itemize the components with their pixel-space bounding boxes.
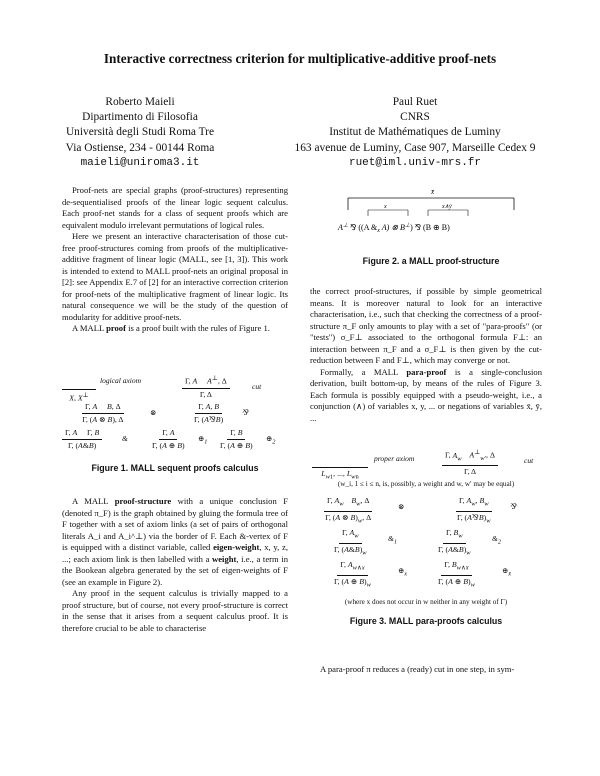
author-dept: Dipartimento di Filosofia (82, 111, 198, 124)
left-column-intro (62, 185, 288, 335)
figure-3-note-2: (where x does not occur in w neither in any weight of Γ) (344, 598, 508, 606)
paragraph: A MALL proof-structure with a unique conclusion F (denoted π_F) is the graph obtained by gluing the formula tree of F together with a set of axiom links (a set of pairs of orthogonal literals A_i and A_i^⊥) via the border of F. Each &-vertex of F is equipped with a distinct variable, called eigen-weight, x, y, z, ...; each axiom link is then labelled with a weight, i.e., a term in the Bookean algebra generated by the set of eigen-weights of F (see an example in Figure 2). (62, 496, 289, 587)
svg-text:x̄: x̄ (431, 188, 435, 196)
paragraph: Proof-nets are special graphs (proof-structures) representing de-sequentialised proofs of the linear logic sequent calculus. Each proof-net stands for a class of sequent proofs which are equivalent modulo irrelevant permutations of logical rules. (62, 185, 288, 230)
tensor-label: ⊗ (150, 408, 157, 417)
pp-tensor-label: ⊗ (398, 502, 405, 511)
author-name: Paul Ruet (392, 96, 438, 108)
author-email[interactable]: ruet@iml.univ-mrs.fr (348, 156, 482, 169)
pp-plus2-label: $\oplus_{x̄}$ (502, 566, 512, 578)
author-institution: Università degli Studi Roma Tre (65, 126, 215, 139)
paragraph: Here we present an interactive characterisation of those cut-free proof-structures coming from proofs of the multiplicative-additive fragment of linear logic (MALL, see [1, 3]). This work is intended to extend to MALL proof-nets an original proposal in [2]: see Appendix E.7 of [2] for an interactive correction criterion for proof-nets of the multiplicative fragment of linear logic. Its natural consequence we will be the study of the question of modularity for additive proof-nets. (62, 231, 288, 322)
figure-2-caption: Figure 2. a MALL proof-structure (362, 256, 500, 266)
author-block-1 (40, 95, 240, 171)
rule-tensor: $\frac{\text{Γ, A B, Δ}}{\Gamma, (A \otimes B), \Delta}$ (82, 402, 124, 424)
par-label: ⅋ (242, 408, 249, 417)
rule-cut: $\frac{\Gamma, A A^\perp, \Delta}{\Gamma, \Delta}$ (182, 374, 230, 400)
figure-1-rules (62, 375, 288, 454)
figure-3-caption: Figure 3. MALL para-proofs calculus (349, 616, 503, 626)
cut-label: cut (252, 382, 262, 391)
pp-cut-label: cut (524, 456, 534, 465)
rule-pp-with1: $\frac{\Gamma, A_w}{\Gamma, (A\&B)_w}$ (334, 528, 367, 557)
paragraph: A MALL proof is a proof built with the rules of Figure 1. (72, 323, 270, 333)
right-column-body (310, 286, 542, 424)
rule-pp-with2: $\frac{\Gamma, B_w}{\Gamma, (A\&B)_w}$ (438, 528, 471, 557)
paper-title: Interactive correctness criterion for multiplicative-additive proof-nets (103, 51, 497, 66)
svg-text:x: x (384, 204, 387, 210)
proper-axiom-label: proper axiom (374, 454, 415, 463)
rule-pp-tensor: $\frac{\Gamma, A_w B_w, \Delta}{\Gamma, (A \otimes B)_w, \Delta}$ (325, 496, 372, 525)
pp-plus1-label: $\oplus_x$ (398, 566, 408, 578)
rule-plus1: $\frac{\Gamma, A}{\Gamma, (A \oplus B)}$ (152, 428, 185, 450)
author-email[interactable]: maieli@uniroma3.it (80, 156, 200, 169)
rule-with: $\frac{\text{Γ, A Γ, B}}{\Gamma, (A\&B)}$ (62, 428, 102, 451)
author-address: 163 avenue de Luminy, Case 907, Marseille Cedex 9 (294, 141, 536, 154)
figure-1-caption: Figure 1. MALL sequent proofs calculus (91, 463, 259, 473)
rule-par: $\frac{\Gamma, A, B}{\Gamma, (A⅋B)}$ (194, 402, 224, 424)
rule-pp-plus2: $\frac{\Gamma, B_{w\wedge x̄}}{\Gamma, (A \oplus B)_w}$ (438, 560, 475, 589)
rule-pp-cut: $\frac{\Gamma, A_w A^\perp_{w'}, \Delta}{\Gamma, \Delta}$ (442, 448, 498, 477)
paragraph: Formally, a MALL para-proof is a single-conclusion derivation, built bottom-up, by means of the rules of Figure 3. Each formula is possibly equipped with a pseudo-weight, i.e., a conjunction (∧) of variables x, y, ... or negations of variables x̄, ȳ, ... (310, 366, 542, 423)
right-column-tail (310, 664, 542, 676)
figure-3-note-1: (w_i, 1 ≤ i ≤ n, is, possibly, a weight and w, w′ may be equal) (337, 480, 515, 488)
pp-with1-label: $\&_1$ (388, 534, 397, 546)
paragraph: the correct proof-structures, if possible by simple geometrical means. It is moreover natural to look for an interactive characterisation, i.e., such that checking the correctness of a proof-structure π_F only amounts to play with a set of "para-proofs" (or "tests") σ_F⊥ associated to the orthogonal formula F⊥: an interaction between π_F and a σ_F⊥ is then given by the cut-reduction between F and F⊥, which may converge or not. (310, 286, 542, 365)
left-column-body (62, 496, 288, 634)
figure-3-rules (310, 448, 542, 598)
svg-text:A⊥ ⅋ ((A &x A) ⊗ B⊥) ⅋ (B ⊕ B): A⊥ ⅋ ((A $\&_x$ A) ⊗ B⊥) ⅋ (B ⊕ B) (338, 223, 450, 234)
rule-axiom: X, X⊥ (62, 378, 96, 404)
svg-text:x∧ȳ: x∧ȳ (442, 204, 452, 210)
rule-pp-plus1: $\frac{\Gamma, A_{w\wedge x}}{\Gamma, (A \oplus B)_w}$ (334, 560, 371, 589)
paragraph: Any proof in the sequent calculus is trivially mapped to a proof structure, but of course, not every proof-structure is correct in the sense that it arises from a sequent calculus proof. It is therefore crucial to be able to characterise (62, 588, 288, 633)
plus1-label: $\oplus_1$ (198, 434, 208, 446)
axiom-label: logical axiom (100, 376, 142, 385)
plus2-label: $\oplus_2$ (266, 434, 276, 446)
with-label: & (122, 434, 128, 443)
rule-proper-axiom: $L_{w1}$, ..., $L_{wn}$ (312, 456, 368, 483)
author-address: Via Ostiense, 234 - 00144 Roma (65, 141, 215, 154)
pp-with2-label: $\&_2$ (492, 534, 501, 546)
figure-2-proof-structure (318, 188, 544, 236)
author-name: Roberto Maieli (105, 96, 175, 108)
rule-pp-par: $\frac{\Gamma, A_w, B_w}{\Gamma, (A⅋B)_w}$ (457, 496, 491, 525)
paragraph: A para-proof π reduces a (ready) cut in one step, in sym- (320, 664, 515, 674)
author-dept: CNRS (400, 111, 430, 124)
author-institution: Institut de Mathématiques de Luminy (329, 126, 501, 139)
author-block-2 (250, 95, 580, 171)
pp-par-label: ⅋ (510, 502, 517, 511)
rule-plus2: $\frac{\Gamma, B}{\Gamma, (A \oplus B)}$ (220, 428, 253, 450)
